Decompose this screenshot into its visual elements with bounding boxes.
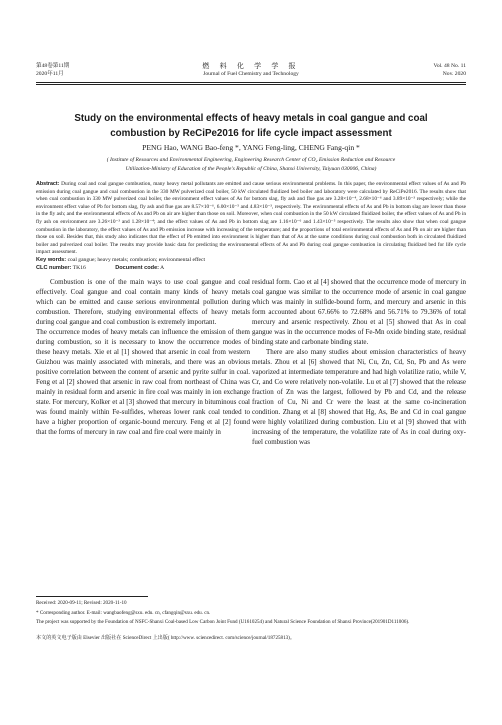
abstract-label: Abstract: xyxy=(36,181,60,187)
classification-line xyxy=(36,264,466,272)
journal-name-cn: 燃 料 化 学 学 报 xyxy=(202,62,300,70)
date-en: Nov. 2020 xyxy=(442,71,466,77)
running-header-right xyxy=(434,62,466,78)
keywords-text: coal gangue; heavy metals; combustion; environmental effect xyxy=(67,257,206,263)
clc-label: CLC number: xyxy=(36,265,72,271)
paragraph: Combustion is one of the main ways to use coal gangue and coal effectively. Coal gangue and coal contain many kinds of heavy metals which can be emitted and cause serious environmental pollution during combustion. Therefore, studying environmental effects of heavy metals during coal gangue and coal combustion is extremely important. xyxy=(36,278,250,326)
abstract xyxy=(36,181,466,257)
footnote-funding: The project was supported by the Foundation of NSFC-Shanxi Coal-based Low Carbon Joint Fund (U1610254) and Natural Science Foundation of Shanxi Province(201901D111006). xyxy=(36,619,410,625)
abstract-text: During coal and coal gangue combustion, many heavy metal pollutants are emitted and cause serious environmental problems. In this paper, the environmental effect values of As and Pb emission during coal gangue and coal combustion in the 330 MW pulverized coal boiler, 50 kW circulated fluidized bed boiler and laboratory were calculated by ReCiPe2016. The results show that when coal combustion in 330 MW pulverized coal boiler, the environment effect values of As for bottom slag, fly ash and flue gas are 3.28×10⁻⁴, 2.68×10⁻⁶ and 3.89×10⁻³ respectively; while the environment effect value of Pb for bottom slag, fly ash and flue gas are 8.57×10⁻⁶, 6.00×10⁻⁵ and 4.83×10⁻³, respectively. The environmental effects of As and Pb in bottom slag are lower than those in the fly ash; and the environmental effects of As and Pb on air are higher than those on soil. Moreover, when coal combustion in the 50 kW circulated fluidized boiler, the effect values of As and Pb in fly ash on environment are 3.26×10⁻³ and 1.28×10⁻⁴; and the effect values of As and Pb in bottom slag are 1.16×10⁻⁶ and 1.43×10⁻⁵ respectively. The results also show that when coal gangue combustion in the laboratory, the effect values of As and Pb emission increase with increasing of the temperature; and the proportions of total environmental effects of As and Pb on air are higher than those on soil. Besides that, this study also indicates that the effect of Pb emitted into environment is higher than that of As at the same conditions during coal combustion both in circulated fluidized boiler and pulverized coal boiler. The results may provide basic data for predicting the environmental effects of As and Pb during coal gangue combustion in circulating fluidized bed for life cycle impact assessment. xyxy=(36,181,466,256)
paragraph: The occurrence modes of heavy metals can influence the emission of them during combustion, so it is necessary to know the occurrence modes of these heavy metals. Xie et al [1] showed that arsenic in coal from western Guizhou was mainly associated with minerals, and there was an obvious positive correlation between the content of arsenic and pyrite sulfur in coal. Feng et al [2] showed that arsenic in raw coal from northeast of China was mainly in residual form and arsenic in fire coal was mainly in ion exchange state. For mercury, Kolker et al [3] showed that mercury in bituminous coal was found mainly within Fe-sulfides, whereas lower rank coal tended to have a higher proportion of organic-bound mercury. Feng et al [2] found that the forms of mercury in raw coal and fire coal were mainly in xyxy=(36,328,250,436)
running-header-center xyxy=(0,62,502,78)
document-code-label: Document code: xyxy=(115,265,160,271)
volume-en: Vol. 48 No. 11 xyxy=(433,63,466,69)
body-column-right xyxy=(252,277,466,447)
keywords xyxy=(36,256,466,264)
date-cn: 2020年11月 xyxy=(36,71,64,77)
footnote-elsevier-note: 本文的英文电子版由 Elsevier 出版社在 ScienceDirect 上出版( http://www. sciencedirect. com/science/journal/18725813)。 xyxy=(36,635,295,641)
paragraph: residual form. Cao et al [4] showed that the occurrence mode of mercury in coal gangue was similar to the occurrence mode of arsenic in coal gangue which was mainly in sulfide-bound form, and mercury and arsenic in this form accounted about 67.66% to 72.68% and 56.71% to 79.36% of total mercury and arsenic respectively. Zhou et al [5] showed that As in coal gangue was in the occurrence modes of Fe-Mn oxide binding state, residual binding state and carbonate binding state. xyxy=(252,278,466,346)
article-title xyxy=(50,111,452,141)
clc-value: TK16 xyxy=(72,265,86,271)
paragraph: There are also many studies about emission characteristics of heavy metals. Zhou et al [6] showed that Ni, Cu, Zn, Cd, Sn, Pb and As were vaporized at intermediate temperature and had high volatilize ratio, while V, Cr, and Co were relatively non-volatile. Lu et al [7] showed that the release fraction of Zn was the largest, followed by Pb and Cd, and the release fraction of Cu, Ni and Cr were the least at the same co-incineration condition. Zhang et al [8] showed that Hg, As, Be and Cd in coal gangue were highly volatilized during combustion. Liu et al [9] showed that with increasing of the temperature, the volatilize rate of As in coal during oxy-fuel combustion was xyxy=(252,348,466,446)
document-code-value: A xyxy=(160,265,165,271)
volume-cn: 第48卷第11期 xyxy=(36,63,70,69)
journal-name-en: Journal of Fuel Chemistry and Technology xyxy=(203,71,299,77)
header-rule-bottom xyxy=(36,84,466,85)
title-line-1: Study on the environmental effects of heavy metals in coal gangue and coal xyxy=(74,113,428,124)
footnote-corresponding-author: * Corresponding author. E-mail: wangbaofeng@sxu. edu. cn, cfangqin@sxu. edu. cn. xyxy=(36,610,211,616)
affiliation-line-1: ( Institute of Resources and Environmental Engineering, Engineering Research Center of CO₂ Emission Reduction and Resource xyxy=(106,157,396,163)
header-rule-top xyxy=(36,82,466,83)
body-column-left xyxy=(36,277,250,437)
footnote-received: Received: 2020-09-11; Revised: 2020-11-10 xyxy=(36,600,127,606)
footnote-divider xyxy=(36,596,148,597)
affiliation xyxy=(40,156,462,173)
keywords-label: Key words: xyxy=(36,257,67,263)
affiliation-line-2: Utilization-Ministry of Education of the People's Republic of China, Shanxi University, Taiyuan 030006, China) xyxy=(125,165,377,172)
title-line-2: combustion by ReCiPe2016 for life cycle impact assessment xyxy=(110,128,392,139)
author-list: PENG Hao, WANG Bao-feng *, YANG Feng-ling, CHENG Fang-qin * xyxy=(142,143,360,152)
